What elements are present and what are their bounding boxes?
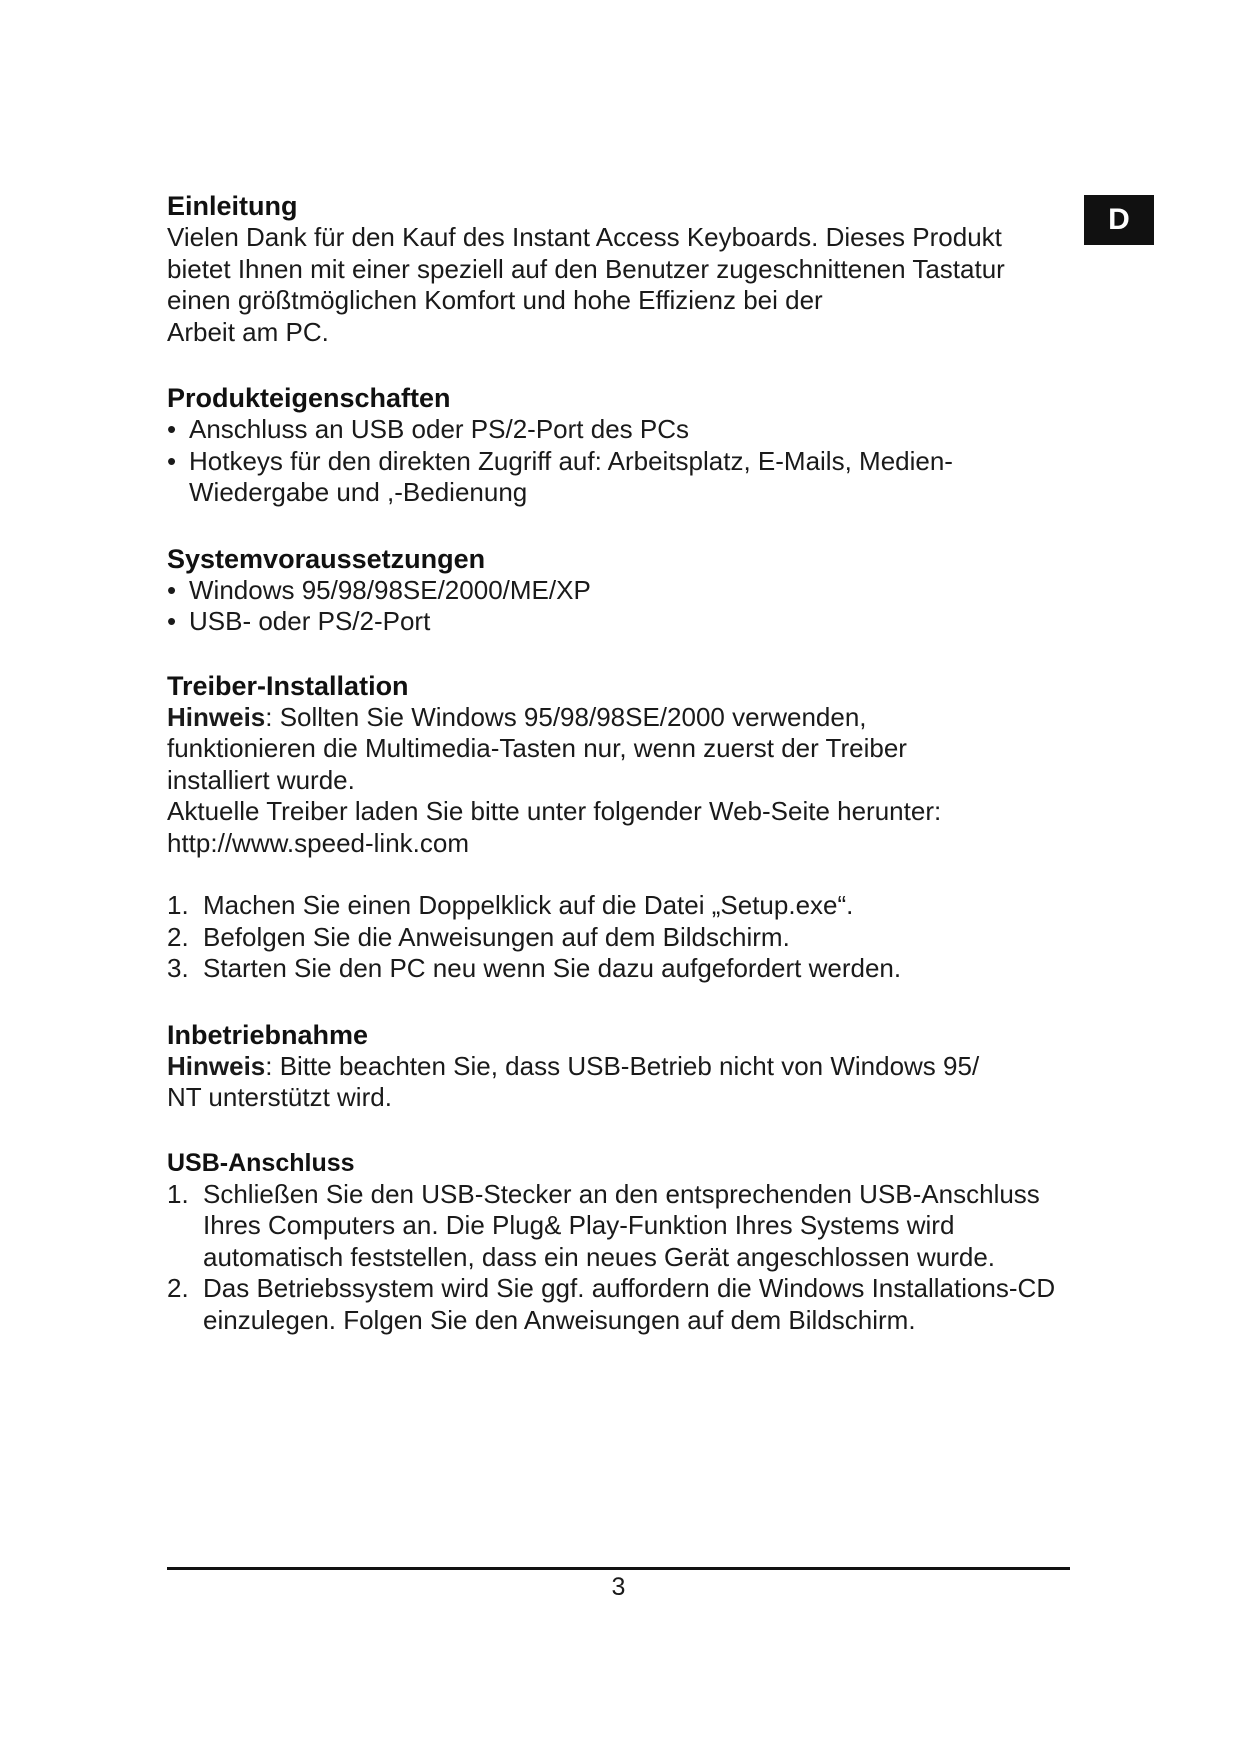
download-url: http://www.speed-link.com (167, 827, 470, 858)
note-label: Hinweis (167, 701, 266, 732)
treiber-note: Hinweis: Sollten Sie Windows 95/98/98SE/2000 verwenden, (167, 701, 867, 732)
requirements-list (167, 575, 1077, 638)
section-usb-anschluss (167, 1148, 1077, 1337)
page-number: 3 (611, 1573, 626, 1601)
list-item: • Anschluss an USB oder PS/2-Port des PCs (167, 414, 690, 444)
heading-inbetriebnahme: Inbetriebnahme (167, 1019, 369, 1050)
section-produkteigenschaften (167, 382, 1077, 509)
section-einleitung (167, 190, 1077, 348)
step-item: 1. Machen Sie einen Doppelklick auf die Datei „Setup.exe“. (167, 890, 854, 920)
note-label: Hinweis (167, 1050, 266, 1081)
footer-rule (167, 1567, 1070, 1570)
heading-systemvoraussetzungen: Systemvoraussetzungen (167, 543, 486, 574)
heading-treiber-installation: Treiber-Installation (167, 670, 409, 701)
usb-steps (167, 1179, 1077, 1337)
step-item: 1. Schließen Sie den USB-Stecker an den entsprechenden USB-Anschluss Ihres Computers an. Die Plug& Play-Funktion Ihres Systems wird automatisch feststellen, dass ein neues Gerät angeschlossen wurde. (167, 1178, 1040, 1272)
bullet-icon: • (167, 606, 177, 636)
bullet-icon: • (167, 414, 177, 444)
list-item: • Windows 95/98/98SE/2000/ME/XP (167, 574, 591, 605)
heading-produkteigenschaften: Produkteigenschaften (167, 383, 451, 413)
step-item: 3. Starten Sie den PC neu wenn Sie dazu aufgefordert werden. (167, 953, 902, 983)
einleitung-line: Arbeit am PC. (167, 316, 329, 347)
treiber-line: Aktuelle Treiber laden Sie bitte unter folgender Web-Seite herunter: (167, 796, 942, 826)
treiber-line: funktionieren die Multimedia-Tasten nur, wenn zuerst der Treiber (167, 733, 907, 763)
einleitung-line: einen größtmöglichen Komfort und hohe Effizienz bei der (167, 285, 823, 315)
heading-einleitung: Einleitung (167, 191, 298, 221)
page-content (167, 190, 1077, 1370)
step-item: 2. Befolgen Sie die Anweisungen auf dem Bildschirm. (167, 921, 790, 952)
list-item: • Hotkeys für den direkten Zugriff auf: Arbeitsplatz, E-Mails, Medien-Wiedergabe und ,-Bedienung (167, 445, 953, 507)
bullet-icon: • (167, 445, 177, 476)
step-item: 2. Das Betriebssystem wird Sie ggf. auffordern die Windows Installations-CD einzulegen. Folgen Sie den Anweisungen auf dem Bildschirm. (167, 1273, 1056, 1335)
section-inbetriebnahme (167, 1019, 1077, 1114)
bullet-icon: • (167, 574, 177, 605)
list-item: • USB- oder PS/2-Port (167, 606, 431, 636)
language-tab: D (1084, 195, 1154, 245)
treiber-line: installiert wurde. (167, 764, 355, 795)
einleitung-line: bietet Ihnen mit einer speziell auf den Benutzer zugeschnittenen Tastatur (167, 253, 1005, 284)
installation-steps (167, 890, 1077, 985)
einleitung-line: Vielen Dank für den Kauf des Instant Access Keyboards. Dieses Produkt (167, 222, 1002, 252)
section-systemvoraussetzungen (167, 543, 1077, 638)
heading-usb-anschluss: USB-Anschluss (167, 1148, 355, 1177)
inbetriebnahme-line: NT unterstützt wird. (167, 1082, 392, 1112)
section-treiber-installation (167, 670, 1077, 985)
feature-list (167, 414, 1077, 509)
inbetriebnahme-note: Hinweis: Bitte beachten Sie, dass USB-Betrieb nicht von Windows 95/ (167, 1050, 980, 1081)
